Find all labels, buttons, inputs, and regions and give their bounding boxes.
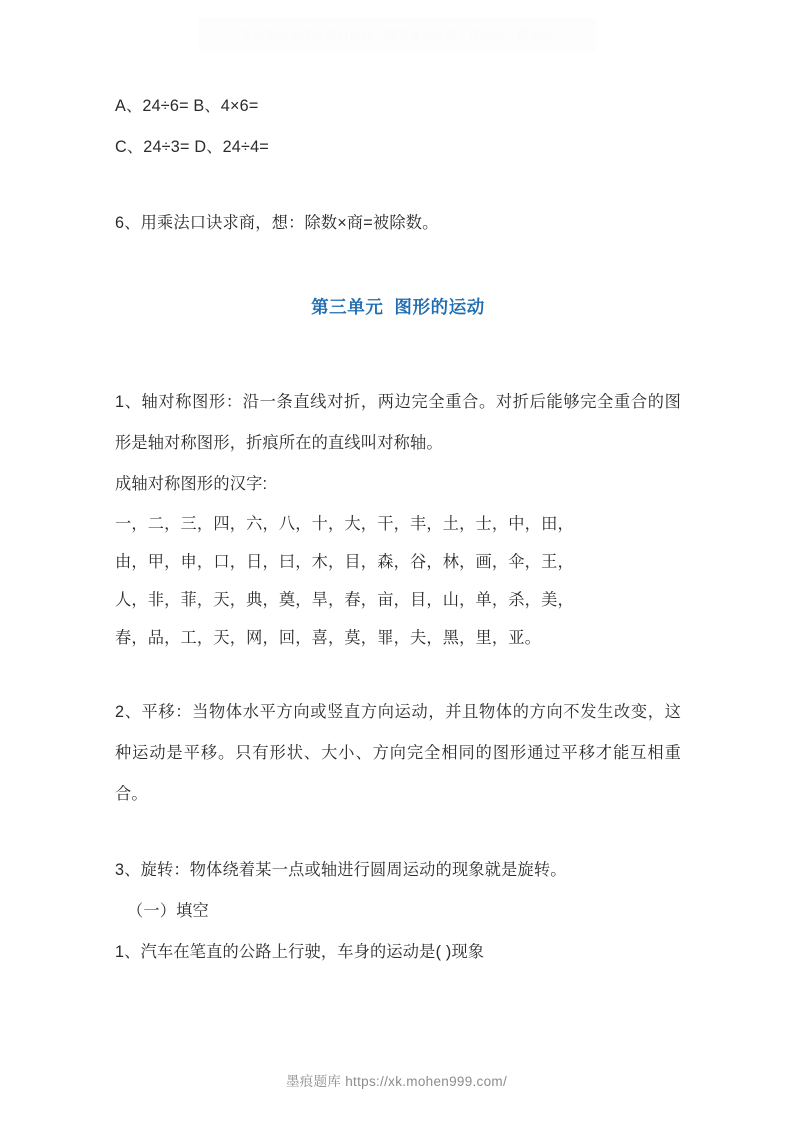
choice-line-cd: C、24÷3= D、24÷4= [115, 138, 269, 156]
choice-line-ab: A、24÷6= B、4×6= [115, 97, 259, 115]
spacer [115, 815, 681, 850]
exercise-heading-fill-blank: （一）填空 [127, 902, 209, 920]
footer-watermark: 墨痕题库 https://xk.mohen999.com/ [285, 1074, 508, 1089]
exercise-item-1: 1、汽车在笔直的公路上行驶，车身的运动是( )现象 [115, 943, 485, 961]
spacer [115, 244, 681, 292]
section-rotation: 3、旋转：物体绕着某一点或轴进行圆周运动的现象就是旋转。 [115, 861, 567, 879]
char-row-3: 人，非，菲，天，典，奠，旱，春，亩，目，山，单，杀，美， [115, 591, 574, 609]
char-row-4: 春，品，工，天，网，回，喜，莫，罪，夫，黑，里，亚。 [115, 629, 542, 647]
section-translation: 2、平移：当物体水平方向或竖直方向运动，并且物体的方向不发生改变，这种运动是平移。只有形状、大小、方向完全相同的图形通过平移才能互相重合。 [115, 703, 681, 803]
section-axis-symmetry: 1、轴对称图形：沿一条直线对折，两边完全重合。对折后能够完全重合的图形是轴对称图形，折痕所在的直线叫对称轴。 [115, 393, 681, 452]
char-row-2: 由，甲，申，口，日，曰，木，目，森，谷，林，画，伞，王， [115, 553, 574, 571]
rule-line-6: 6、用乘法口诀求商，想：除数×商=被除数。 [115, 214, 439, 232]
char-row-1: 一，二，三，四，六，八，十，大，干，丰，土，士，中，田， [115, 515, 574, 533]
spacer [115, 322, 681, 382]
unit-heading: 第三单元 图形的运动 [311, 297, 485, 317]
top-watermark-text: 墨痕题库更多资料请访问，期末复习资料，单元卷，期中卷 [241, 30, 553, 42]
document-content [115, 86, 681, 973]
spacer [115, 168, 681, 203]
char-list-label: 成轴对称图形的汉字: [115, 475, 268, 493]
spacer [115, 657, 681, 692]
top-watermark-banner [198, 18, 596, 52]
